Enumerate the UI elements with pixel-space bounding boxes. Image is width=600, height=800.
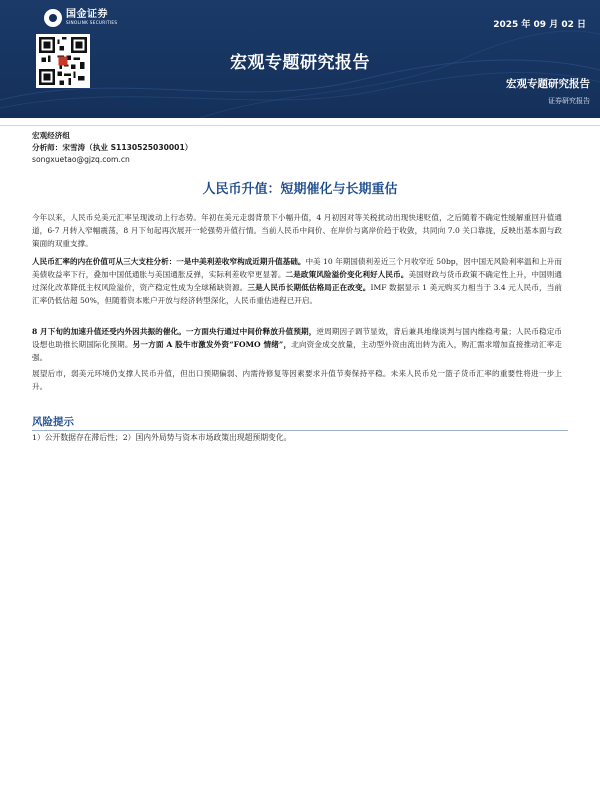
report-header-banner (0, 0, 600, 118)
report-date: 2025 年 09 月 02 日 (493, 20, 586, 30)
report-type-label: 宏观专题研究报告 (506, 78, 590, 90)
pillar-two-lead: 二是政策风险溢价变化利好人民币。 (285, 270, 409, 279)
page-title: 人民币升值：短期催化与长期重估 (202, 182, 398, 197)
catalyst-policy-text: 逆周期因子调节显效，背后兼具地缘谈判与国内维稳考量；人民币稳定币设想也助推长期国际化预期。 (32, 327, 562, 349)
author-info (32, 130, 192, 166)
header-divider (0, 125, 600, 126)
risk-section-heading: 风险提示 (32, 416, 74, 428)
catalyst-market-text: 北向资金成交放量，主动型外资由流出转为流入，购汇需求增加直接推动汇率走强。 (32, 340, 562, 362)
risk-warning-text: 1）公开数据存在滞后性；2）国内外局势与资本市场政策出现超预期变化。 (32, 433, 292, 442)
logo-chinese-name: 国金证券 (66, 9, 108, 21)
report-category-label: 证券研究报告 (548, 97, 590, 105)
analyst-email[interactable]: songxuetao@gjzq.com.cn (32, 155, 130, 164)
risk-section-divider (32, 430, 568, 431)
pillar-two-text: 美国财政与货币政策不确定性上升，中国则通过深化改革降低主权风险溢价，资产稳定性成为全球稀缺资源。 (32, 270, 563, 292)
pillar-three-lead: 三是人民币长期低估格局正在改变。 (247, 283, 371, 292)
logo-english-name: SINOLINK SECURITIES (66, 20, 118, 26)
pillar-lead: 人民币汇率的内在价值可从三大支柱分析：一是中美利差收窄构成近期升值基础。 (32, 257, 306, 266)
summary-paragraph-1: 今年以来，人民币兑美元汇率呈现波动上行态势。年初在美元走弱背景下小幅升值，4 月初因对等关税扰动出现快速贬值，之后随着不确定性缓解重回升值通道，6-7 月转入窄幅震荡，8 月下旬起再次展开一轮强势升值行情。当前人民币中间价、在岸价与离岸价趋于收敛，共同向 7.0 关口靠拢，反映出基本面与政策面的双重支撑。 (32, 213, 562, 248)
research-group: 宏观经济组 (32, 131, 70, 140)
catalyst-market-lead: 另一方面 A 股牛市激发外资“FOMO 情绪”， (132, 340, 292, 349)
summary-paragraph-4: 展望后市，弱美元环境仍支撑人民币升值，但出口预期偏弱、内需待修复等因素要求升值节奏保持平稳。未来人民币兑一篮子货币汇率的重要性将进一步上升。 (32, 369, 562, 391)
pillar-three-text: IMF 数据显示 1 美元购买力相当于 3.4 元人民币，当前汇率仍低估超 50%，但随着资本账户开放与经济转型深化，人民币重估进程已开启。 (32, 283, 563, 305)
logo-mark-icon (44, 9, 62, 27)
analyst-name: 分析师：宋雪涛（执业 S1130525030001） (32, 143, 193, 152)
pillar-one-text: 中美 10 年期国债利差近三个月收窄近 50bp，因中国无风险利率温和上升而美债收益率下行，叠加中国低通胀与美国通胀反弹，实际利差收窄更显著。 (32, 257, 562, 279)
catalyst-lead: 8 月下旬的加速升值还受内外因共振的催化。一方面央行通过中间价释放升值预期， (32, 327, 317, 336)
report-type-title: 宏观专题研究报告 (230, 53, 370, 73)
company-logo (44, 9, 117, 27)
summary-paragraph-2 (32, 255, 562, 307)
summary-paragraph-3 (32, 325, 562, 364)
